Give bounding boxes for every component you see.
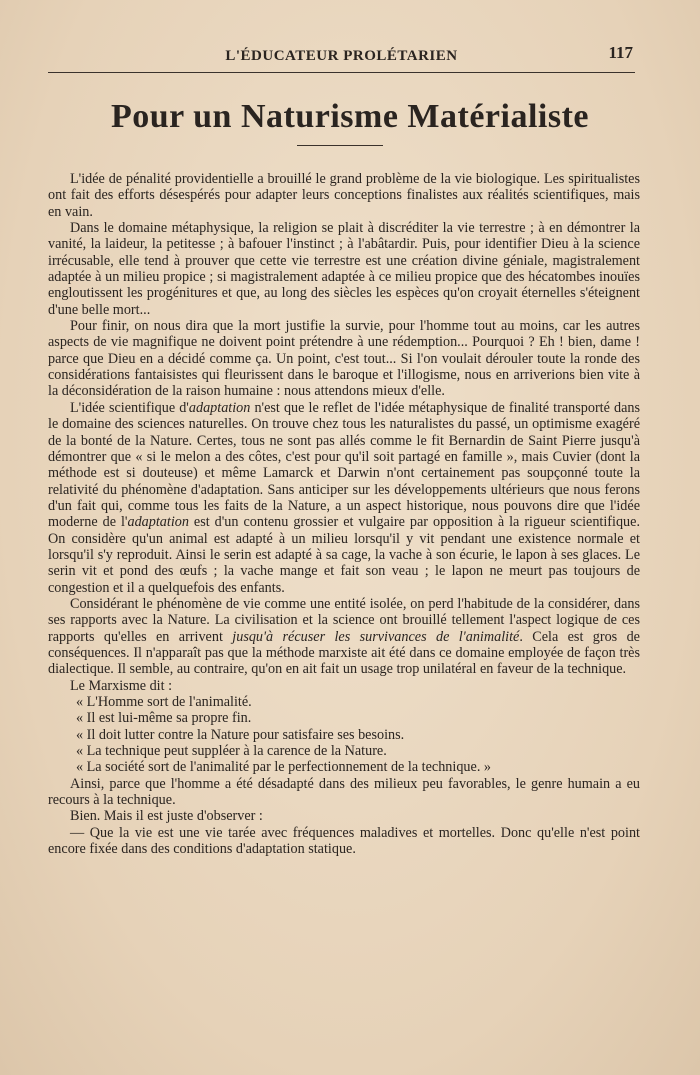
- paragraph: [48, 400, 640, 596]
- quote-line: « L'Homme sort de l'animalité.: [76, 694, 252, 710]
- italic-run: jusqu'à récuser les survivances de l'animalité: [232, 628, 520, 645]
- paragraph: — Que la vie est une vie tarée avec fréquences maladives et mortelles. Donc qu'elle n'est point encore fixée dans des conditions d'adaptation statique.: [48, 824, 640, 858]
- paragraph: [48, 596, 640, 678]
- article-body: [48, 171, 640, 857]
- italic-run: adaptation: [127, 514, 189, 531]
- quote-line: « Il doit lutter contre la Nature pour satisfaire ses besoins.: [76, 726, 405, 743]
- paragraph: L'idée de pénalité providentielle a brouillé le grand problème de la vie biologique. Les spiritualistes ont fait des efforts désespérés pour adapter leurs conceptions finalistes aux réalités scientifiques, mais en vain.: [48, 171, 640, 220]
- journal-title: L'ÉDUCATEUR PROLÉTARIEN: [225, 48, 458, 64]
- paragraph: Le Marxisme dit :: [70, 677, 173, 694]
- text-run: L'idée scientifique d': [70, 399, 189, 416]
- text-run: Considérant le phénomène de vie comme une entité isolée, on perd l'habitude de la considérer, dans ses rapports avec la Nature. La civilisation et la science ont brouillé tellement l'aspect logique de ces rapports qu'elles en arrivent: [48, 595, 640, 645]
- page-header: [48, 40, 635, 74]
- header-rule: [48, 72, 635, 73]
- paragraph: Bien. Mais il est juste d'observer :: [70, 808, 263, 825]
- text-run: est d'un contenu grossier et vulgaire par opposition à la rigueur scientifique. On considère qu'un animal est adapté à un milieu lorsqu'il y vit pendant une existence normale et lorsqu'il s'y reproduit. Ainsi le serin est adapté à sa cage, la vache à son écurie, le lapon à ses glaces. Le serin vit et pond des œufs ; la vache mange et fait son veau ; le lapon ne meurt pas toujours de congestion et il a quelquefois des enfants.: [48, 514, 640, 596]
- italic-run: adaptation: [188, 399, 251, 416]
- title-rule: [297, 145, 383, 146]
- paragraph: Pour finir, on nous dira que la mort justifie la survie, pour l'homme tout au moins, car les autres aspects de vie magnifique ne doivent point prétendre à une rédemption... Pourquoi ? Eh ! bien, dame ! parce que Dieu en a décidé comme ça. Un point, c'est tout... Si l'on voulait dérouler toute la ronde des considérations fantaisistes qui fleurissent dans le baroque et l'illogisme, nous en arriverions bien vite à la déconsidération de la raison humaine : nous attendons mieux d'elle.: [48, 318, 640, 400]
- text-run: n'est que le reflet de l'idée métaphysique de finalité transporté dans le domaine des sciences naturelles. On trouve chez tous les naturalistes du passé, un optimisme exagéré de la bonté de la Nature. Certes, tous ne sont pas allés comme le fit Bernardin de Saint Pierre jusqu'à démontrer que « si le melon a des côtes, c'est pour qu'il soit partagé en famille », mais Cuvier (dont la méthode est si douteuse) et même Lamarck et Darwin n'ont certainement pas soupçonné toute la relativité du phénomène d'adaptation. Sans anticiper sur les développements ultérieurs que nous ferons d'un fait qui, comme tous les faits de la Nature, a un aspect historique, nous pouvons dire que l'idée moderne de l': [48, 399, 641, 531]
- quote-line: « Il est lui-même sa propre fin.: [76, 710, 252, 727]
- paragraph: Dans le domaine métaphysique, la religion se plait à discréditer la vie terrestre ; à en démontrer la vanité, la laideur, la petitesse ; à bafouer l'instinct ; à l'abâtardir. Puis, pour identifier Dieu à la science irrécusable, elle tend à prouver que cette vie terrestre est une création divine géniale, magistralement adaptée à un milieu propice ; si magistralement adaptée à ce milieu propice que des hécatombes inouïes engloutissent les progénitures et que, au long des siècles les espèces qu'on croyait éternelles s'éteignent d'une belle mort...: [48, 220, 640, 318]
- quote-line: « La société sort de l'animalité par le perfectionnement de la technique. »: [76, 759, 492, 776]
- paragraph: Ainsi, parce que l'homme a été désadapté dans des milieux peu favorables, le genre humain a eu recours à la technique.: [48, 775, 640, 809]
- page-number: 117: [608, 43, 633, 62]
- text-run: . Cela est gros de conséquences. Il n'apparaît pas que la méthode marxiste ait été dans ce domaine employée de façon très dialectique. Il semble, au contraire, qu'on en ait fait un usage trop unilatéral en faveur de la technique.: [48, 628, 640, 678]
- article-title: Pour un Naturisme Matérialiste: [110, 98, 590, 135]
- quote-line: « La technique peut suppléer à la carence de la Nature.: [76, 743, 387, 760]
